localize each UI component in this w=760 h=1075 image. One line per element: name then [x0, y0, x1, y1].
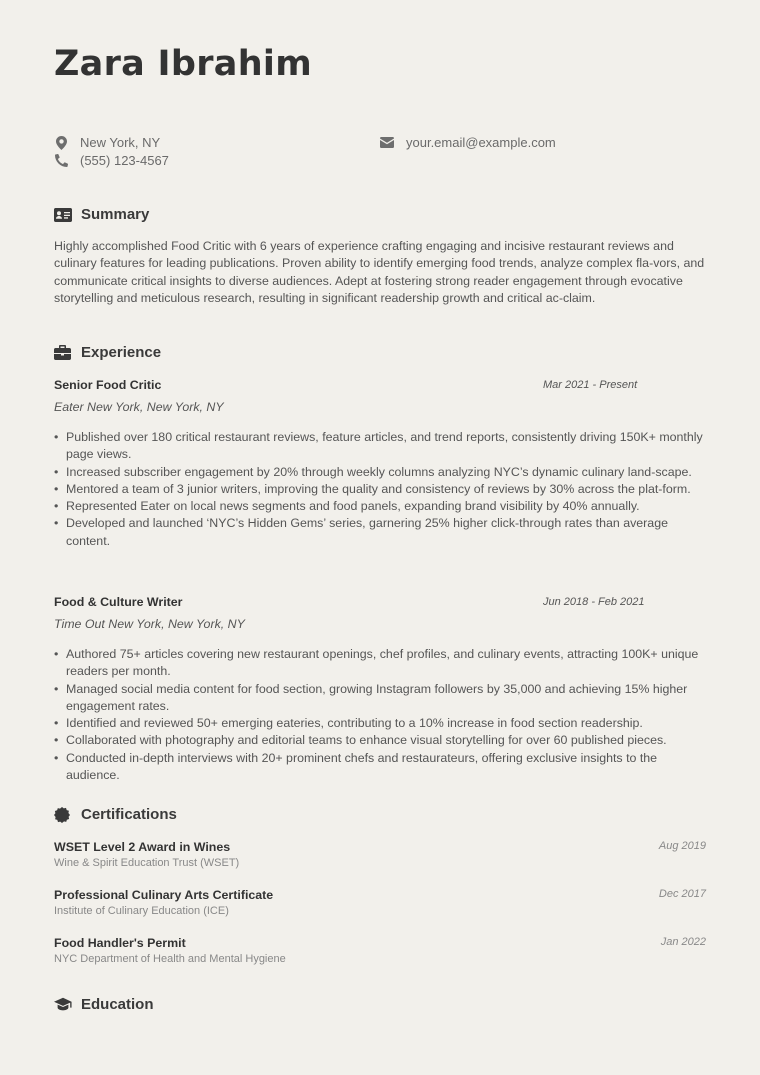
cert-name: Food Handler's Permit	[54, 936, 186, 950]
location-pin-icon	[54, 136, 68, 150]
envelope-icon	[380, 136, 394, 150]
job-bullets	[54, 646, 704, 784]
job-date: Mar 2021 - Present	[543, 379, 638, 391]
phone-icon	[54, 154, 68, 168]
candidate-name: Zara Ibrahim	[54, 44, 312, 84]
contact-phone	[54, 153, 169, 168]
list-item: • Conducted in-depth interviews with 20+ prominent chefs and restaurateurs, offering exclusive insights to the audience.	[54, 750, 704, 785]
job-bullets	[54, 429, 704, 550]
education-heading	[54, 996, 154, 1013]
cert-name: Professional Culinary Arts Certificate	[54, 888, 274, 902]
list-item: • Increased subscriber engagement by 20% through weekly columns analyzing NYC’s dynamic culinary land-scape.	[54, 464, 704, 481]
list-item: • Authored 75+ articles covering new restaurant openings, chef profiles, and culinary events, attracting 100K+ unique readers per month.	[54, 646, 704, 681]
contact-location	[54, 135, 160, 150]
list-item: • Identified and reviewed 50+ emerging eateries, contributing to a 10% increase in food section readership.	[54, 715, 704, 732]
cert-date: Dec 2017	[658, 888, 706, 900]
job-company: Eater New York, New York, NY	[54, 400, 224, 414]
experience-heading	[54, 344, 161, 361]
id-card-icon	[54, 207, 72, 223]
badge-icon	[54, 807, 72, 823]
job-title: Senior Food Critic	[54, 378, 162, 392]
summary-heading-text: Summary	[81, 206, 150, 223]
experience-heading-text: Experience	[81, 344, 162, 361]
job-company: Time Out New York, New York, NY	[54, 617, 245, 631]
location-text: New York, NY	[80, 135, 161, 150]
contact-email	[380, 135, 556, 150]
list-item: • Managed social media content for food section, growing Instagram followers by 35,000 and achieving 15% higher engagement rates.	[54, 681, 704, 716]
education-heading-text: Education	[81, 996, 154, 1013]
cert-org: Institute of Culinary Education (ICE)	[54, 905, 229, 917]
cert-org: NYC Department of Health and Mental Hygiene	[54, 953, 286, 965]
summary-heading	[54, 206, 149, 223]
briefcase-icon	[54, 345, 72, 361]
list-item: • Developed and launched ‘NYC’s Hidden Gems’ series, garnering 25% higher click-through rates than average content.	[54, 515, 704, 550]
list-item: • Collaborated with photography and editorial teams to enhance visual storytelling for over 60 published pieces.	[54, 732, 704, 749]
summary-text: Highly accomplished Food Critic with 6 years of experience crafting engaging and incisive restaurant reviews and culinary features for leading publications. Proven ability to identify emerging food trends, analyze complex fla-vors, and communicate critical insights to diverse audiences. Adept at fostering strong reader engagement through evocative storytelling and meticulous research, resulting in significant readership growth and critical ac-claim.	[54, 239, 705, 305]
cert-org: Wine & Spirit Education Trust (WSET)	[54, 857, 240, 869]
certifications-heading	[54, 806, 177, 823]
certifications-heading-text: Certifications	[81, 806, 177, 823]
job-title: Food & Culture Writer	[54, 595, 183, 609]
cert-date: Aug 2019	[658, 840, 706, 852]
job-date: Jun 2018 - Feb 2021	[543, 596, 645, 608]
cert-name: WSET Level 2 Award in Wines	[54, 840, 231, 854]
graduation-cap-icon	[54, 997, 72, 1013]
list-item: • Published over 180 critical restaurant reviews, feature articles, and trend reports, consistently driving 150K+ monthly page views.	[54, 429, 704, 464]
list-item: • Represented Eater on local news segments and food panels, expanding brand visibility by 40% annually.	[54, 498, 704, 515]
email-text[interactable]: your.email@example.com	[406, 135, 556, 150]
list-item: • Mentored a team of 3 junior writers, improving the quality and consistency of reviews by 30% across the plat-form.	[54, 481, 704, 498]
phone-text: (555) 123-4567	[80, 153, 169, 168]
cert-date: Jan 2022	[660, 936, 706, 948]
